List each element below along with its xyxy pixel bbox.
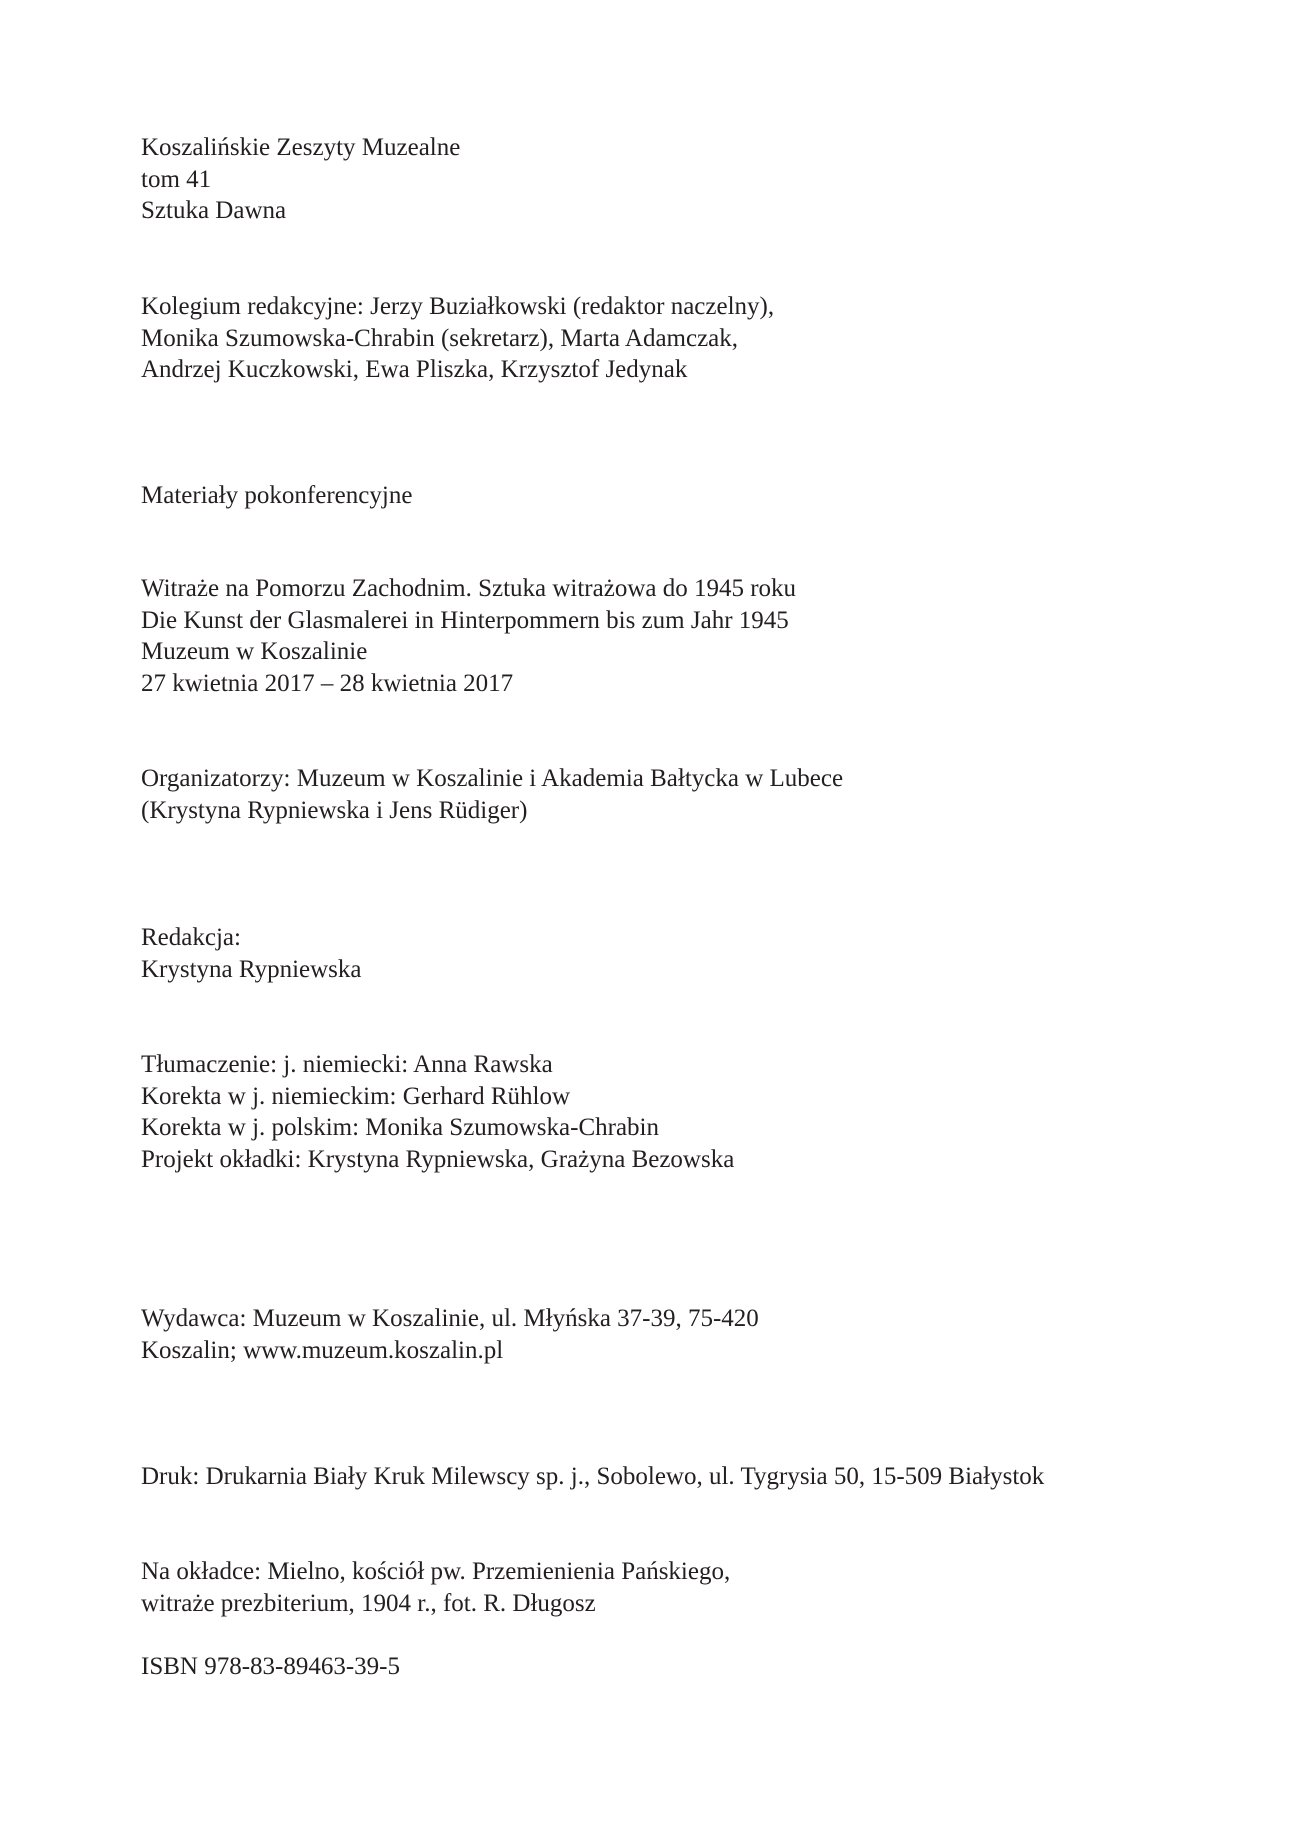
cover-note xyxy=(141,1556,1181,1619)
series-title: Koszalińskie Zeszyty Muzealne xyxy=(141,134,461,161)
printer xyxy=(141,1461,1181,1493)
conference-dates: 27 kwietnia 2017 – 28 kwietnia 2017 xyxy=(141,669,514,697)
organizers xyxy=(141,763,1181,826)
materials-note xyxy=(141,480,1181,512)
cover-design-credit: Projekt okładki: Krystyna Rypniewska, Grażyna Bezowska xyxy=(141,1145,735,1173)
materials-label: Materiały pokonferencyjne xyxy=(141,482,413,509)
series-volume: tom 41 xyxy=(141,165,212,193)
conference-venue: Muzeum w Koszalinie xyxy=(141,638,368,665)
credits xyxy=(141,1049,1181,1175)
series-subtitle: Sztuka Dawna xyxy=(141,197,287,224)
conference-title-de: Die Kunst der Glasmalerei in Hinterpommern bis zum Jahr 1945 xyxy=(141,606,789,634)
cover-note-line: witraże prezbiterium, 1904 r., fot. R. Długosz xyxy=(141,1589,596,1617)
organizers-line: Organizatorzy: Muzeum w Koszalinie i Akademia Bałtycka w Lubece xyxy=(141,765,844,792)
proofreading-de-credit: Korekta w j. niemieckim: Gerhard Rühlow xyxy=(141,1082,571,1110)
conference-info xyxy=(141,573,1181,699)
translation-credit: Tłumaczenie: j. niemiecki: Anna Rawska xyxy=(141,1051,553,1078)
editing-label: Redakcja: xyxy=(141,924,241,951)
editing-name: Krystyna Rypniewska xyxy=(141,955,362,983)
editing xyxy=(141,922,1181,985)
isbn-number: ISBN 978-83-89463-39-5 xyxy=(141,1653,401,1680)
editorial-board xyxy=(141,291,1181,386)
series-info xyxy=(141,132,1181,227)
publisher-line: Wydawca: Muzeum w Koszalinie, ul. Młyńska 37-39, 75-420 xyxy=(141,1305,759,1332)
conference-title-pl: Witraże na Pomorzu Zachodnim. Sztuka witrażowa do 1945 roku xyxy=(141,575,797,602)
cover-note-line: Na okładce: Mielno, kościół pw. Przemienienia Pańskiego, xyxy=(141,1558,731,1585)
editorial-board-line: Andrzej Kuczkowski, Ewa Pliszka, Krzysztof Jedynak xyxy=(141,356,688,383)
organizers-line: (Krystyna Rypniewska i Jens Rüdiger) xyxy=(141,796,528,824)
proofreading-pl-credit: Korekta w j. polskim: Monika Szumowska-Chrabin xyxy=(141,1114,659,1141)
isbn xyxy=(141,1651,1181,1683)
editorial-board-line: Kolegium redakcyjne: Jerzy Buziałkowski (redaktor naczelny), xyxy=(141,293,775,320)
editorial-board-line: Monika Szumowska-Chrabin (sekretarz), Marta Adamczak, xyxy=(141,324,739,352)
publisher-line: Koszalin; www.muzeum.koszalin.pl xyxy=(141,1336,504,1364)
printer-line: Druk: Drukarnia Biały Kruk Milewscy sp. j., Sobolewo, ul. Tygrysia 50, 15-509 Białystok xyxy=(141,1463,1045,1490)
publisher xyxy=(141,1303,1181,1366)
